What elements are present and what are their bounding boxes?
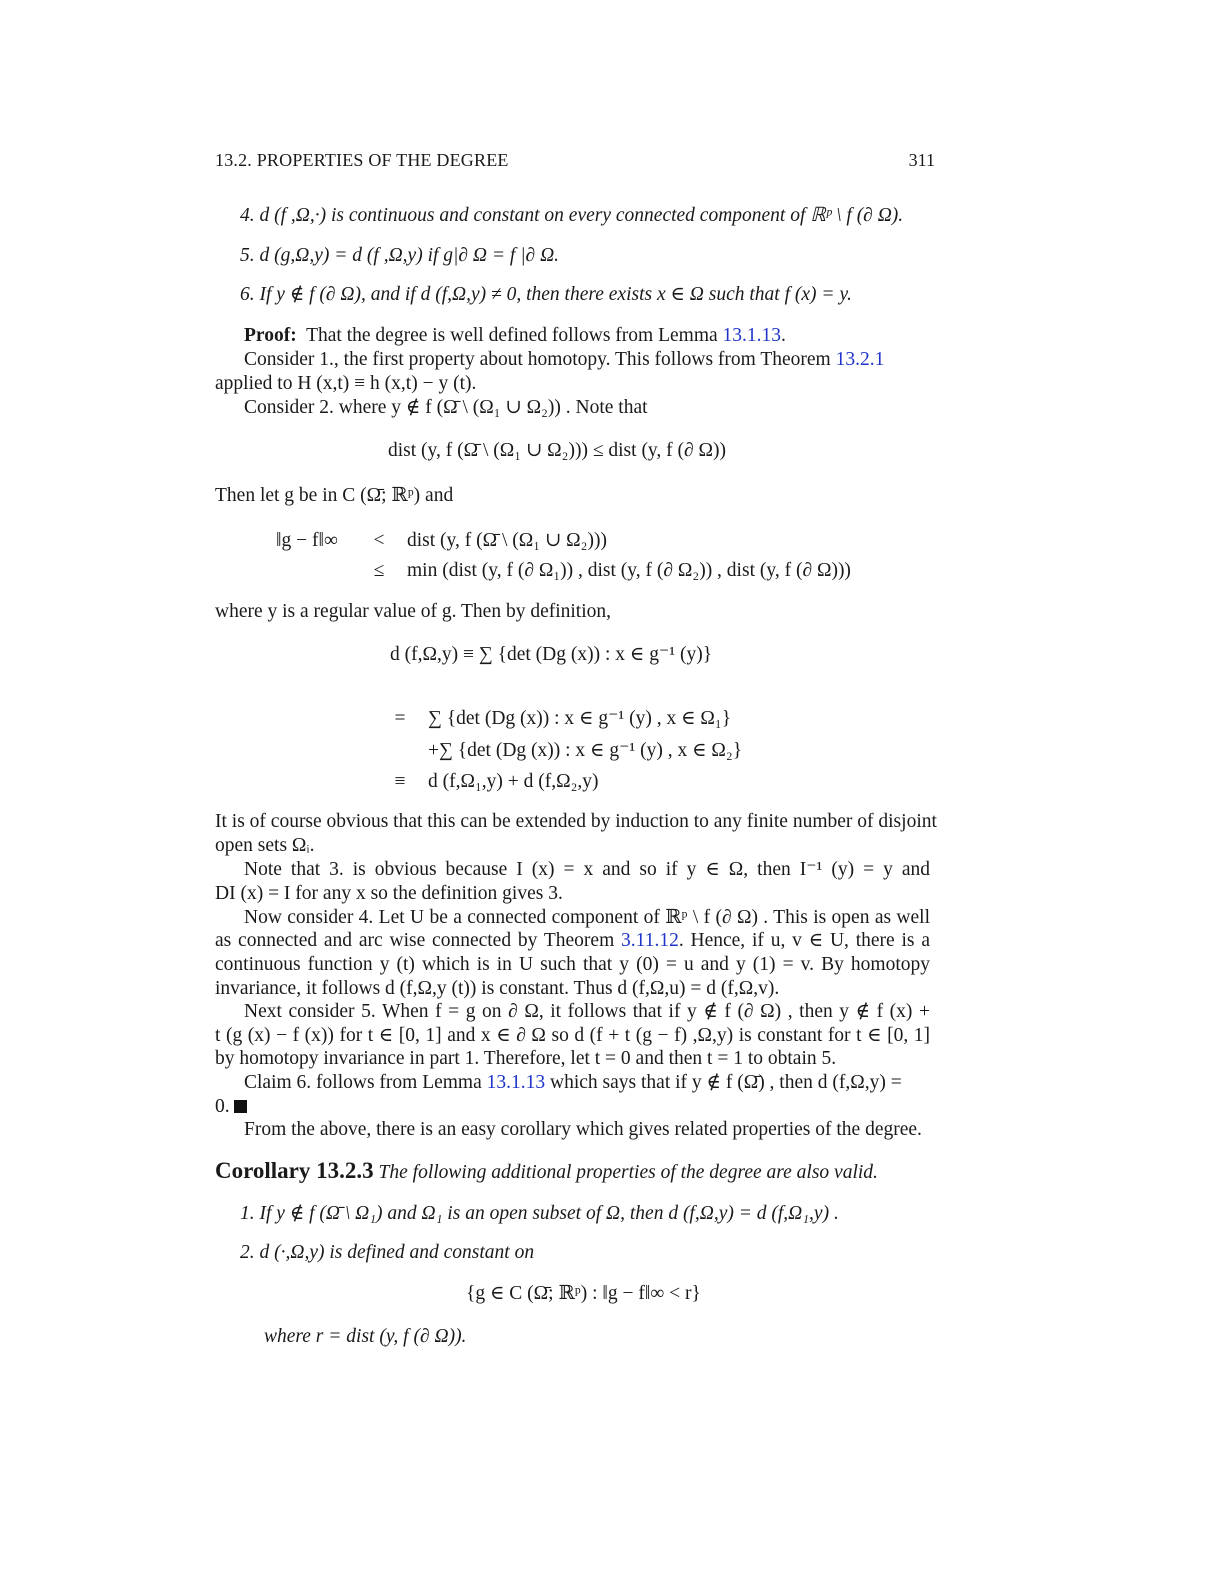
corollary-where: where r = dist (y, f (∂ Ω)). xyxy=(264,1326,467,1347)
theorem-link[interactable]: 3.11.12 xyxy=(621,930,679,951)
lemma-link[interactable]: 13.1.13 xyxy=(722,325,782,346)
proof-line-14: invariance, it follows d (f,Ω,y (t)) is constant. Thus d (f,Ω,u) = d (f,Ω,v). xyxy=(215,978,780,999)
corollary-set: {g ∈ C (Ω̄; ℝᵖ) : ‖g − f‖∞ < r} xyxy=(466,1283,701,1304)
proof-line-20: From the above, there is an easy corollary which gives related properties of the degree. xyxy=(244,1119,922,1140)
proof-line-12 xyxy=(215,929,930,953)
ineq-rhs-2: min (dist (y, f (∂ Ω₁)) , dist (y, f (∂ Ω₂)) , dist (y, f (∂ Ω))) xyxy=(407,560,851,581)
ineq-rhs-1: dist (y, f (Ω̄ \ (Ω₁ ∪ Ω₂))) xyxy=(407,530,607,551)
sum-op-eq: = xyxy=(394,708,406,729)
lemma-link[interactable]: 13.1.13 xyxy=(486,1072,546,1093)
proof-line-15: Next consider 5. When f = g on ∂ Ω, it follows that if y ∉ f (∂ Ω) , then y ∉ f (x) + xyxy=(244,1001,930,1022)
ineq-op-2: ≤ xyxy=(373,560,385,581)
sum-omega-2: +∑ {det (Dg (x)) : x ∈ g⁻¹ (y) , x ∈ Ω₂} xyxy=(428,740,743,761)
proof-line-13: continuous function y (t) which is in U such that y (0) = u and y (1) = v. By homotopy xyxy=(215,954,930,975)
proof-text: Claim 6. follows from Lemma xyxy=(244,1072,487,1093)
proof-line-8: open sets Ωᵢ. xyxy=(215,835,315,856)
proof-line-11: Now consider 4. Let U be a connected component of ℝᵖ \ f (∂ Ω) . This is open as well xyxy=(244,907,930,928)
proof-text: . Hence, if u, v ∈ U, there is a xyxy=(678,930,930,951)
proof-line-2 xyxy=(244,348,884,372)
proof-line-9: Note that 3. is obvious because I (x) = x and so if y ∈ Ω, then I⁻¹ (y) = y and xyxy=(244,859,930,880)
proof-line-6: where y is a regular value of g. Then by definition, xyxy=(215,601,612,622)
proof-line-4: Consider 2. where y ∉ f (Ω̄ \ (Ω₁ ∪ Ω₂)) . Note that xyxy=(244,397,648,418)
proof-line-19 xyxy=(215,1095,247,1119)
qed-square-icon xyxy=(234,1100,247,1113)
corollary-statement: The following additional properties of the degree are also valid. xyxy=(378,1162,878,1183)
proof-line-16: t (g (x) − f (x)) for t ∈ [0, 1] and x ∈ ∂ Ω so d (f + t (g − f) ,Ω,y) is constant for t ∈ [0, 1] xyxy=(215,1025,930,1046)
ineq-lhs: ‖g − f‖∞ xyxy=(276,530,338,551)
proof-label: Proof: xyxy=(244,325,297,346)
proof-line-1 xyxy=(244,324,786,348)
proof-line-5: Then let g be in C (Ω̄; ℝᵖ) and xyxy=(215,485,454,506)
proof-line-3: applied to H (x,t) ≡ h (x,t) − y (t). xyxy=(215,373,477,394)
running-header: 13.2. PROPERTIES OF THE DEGREE xyxy=(215,150,509,170)
property-5: 5. d (g,Ω,y) = d (f ,Ω,y) if g|∂ Ω = f |∂ Ω. xyxy=(240,245,560,266)
corollary-heading xyxy=(215,1156,878,1188)
proof-text: That the degree is well defined follows from Lemma xyxy=(306,325,723,346)
sum-op-equiv: ≡ xyxy=(394,771,406,792)
corollary-item-2: 2. d (·,Ω,y) is defined and constant on xyxy=(240,1242,535,1263)
proof-text: 0. xyxy=(215,1096,230,1117)
corollary-title: Corollary 13.2.3 xyxy=(215,1158,374,1183)
proof-text: as connected and arc wise connected by Theorem xyxy=(215,930,622,951)
equation-dist: dist (y, f (Ω̄ \ (Ω₁ ∪ Ω₂))) ≤ dist (y, f (∂ Ω)) xyxy=(388,440,727,461)
proof-text: . xyxy=(781,325,786,346)
page-number: 311 xyxy=(908,150,935,170)
proof-line-7: It is of course obvious that this can be extended by induction to any finite number of disjoint xyxy=(215,811,937,832)
ineq-op-1: < xyxy=(373,530,385,551)
proof-text: which says that if y ∉ f (Ω̄) , then d (f,Ω,y) = xyxy=(545,1072,902,1093)
degree-definition: d (f,Ω,y) ≡ ∑ {det (Dg (x)) : x ∈ g⁻¹ (y)} xyxy=(390,644,713,665)
theorem-link[interactable]: 13.2.1 xyxy=(835,349,885,370)
sum-result: d (f,Ω₁,y) + d (f,Ω₂,y) xyxy=(428,771,599,792)
corollary-item-1: 1. If y ∉ f (Ω̄ \ Ω₁) and Ω₁ is an open subset of Ω, then d (f,Ω,y) = d (f,Ω₁,y) . xyxy=(240,1203,839,1224)
property-6: 6. If y ∉ f (∂ Ω), and if d (f,Ω,y) ≠ 0, then there exists x ∈ Ω such that f (x) = y. xyxy=(240,284,852,305)
proof-line-10: DI (x) = I for any x so the definition gives 3. xyxy=(215,883,563,904)
sum-omega-1: ∑ {det (Dg (x)) : x ∈ g⁻¹ (y) , x ∈ Ω₁} xyxy=(428,708,732,729)
proof-line-18 xyxy=(244,1071,902,1095)
proof-text: Consider 1., the first property about homotopy. This follows from Theorem xyxy=(244,349,836,370)
proof-line-17: by homotopy invariance in part 1. Therefore, let t = 0 and then t = 1 to obtain 5. xyxy=(215,1048,837,1069)
property-4: 4. d (f ,Ω,·) is continuous and constant on every connected component of ℝᵖ \ f (∂ Ω). xyxy=(240,205,904,226)
